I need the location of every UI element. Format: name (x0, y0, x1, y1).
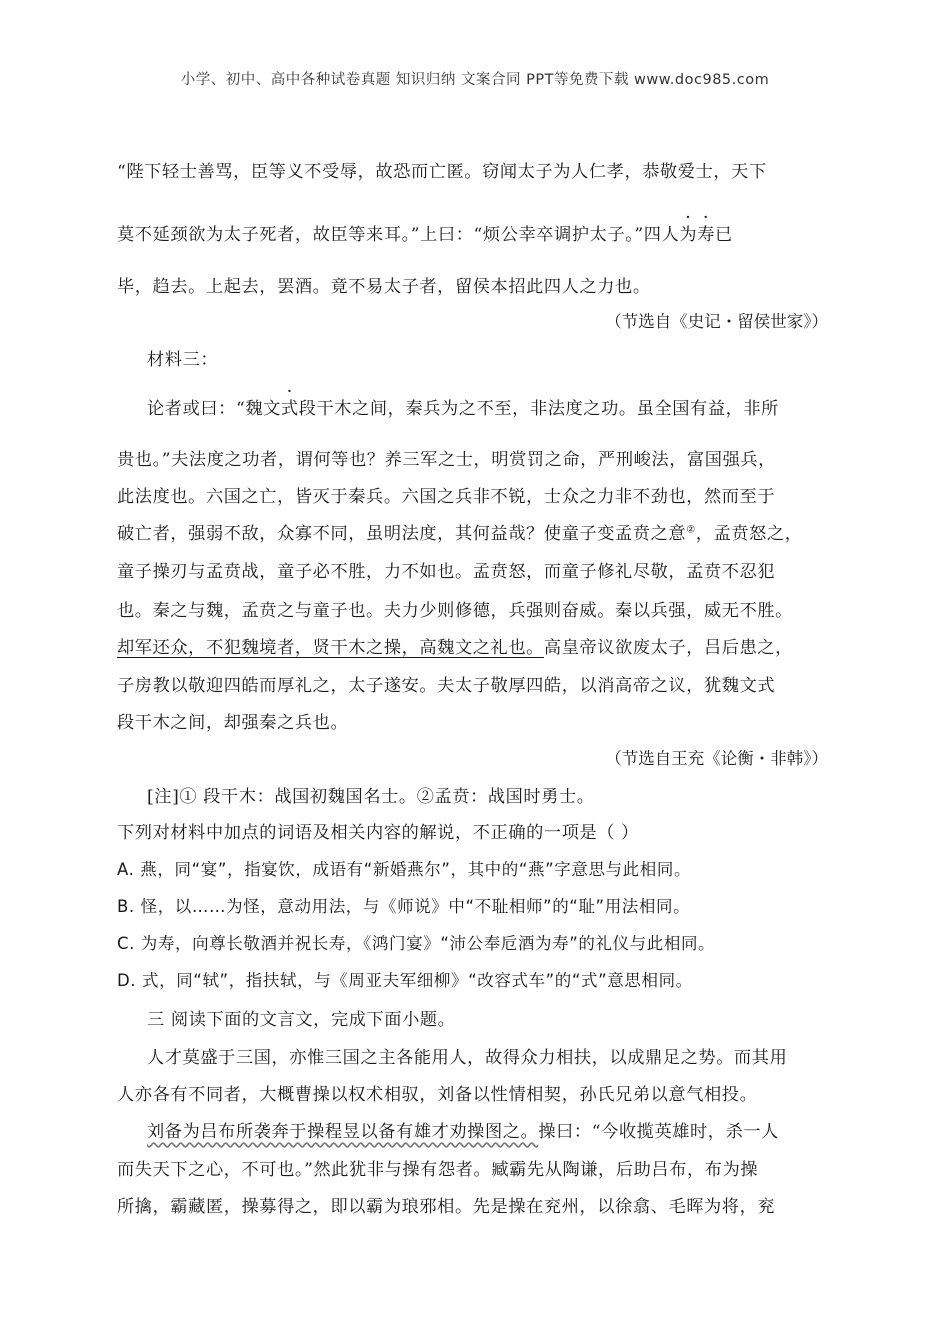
passage-line: 也。秦之与魏，孟贲之与童子也。夫力少则修德，兵强则奋威。秦以兵强，威无不胜。 (117, 601, 793, 621)
passage-line: 却军还众，不犯魏境者，贤干木之操，高魏文之礼也。高皇帝议欲废太子，吕后患之， (117, 638, 793, 658)
passage-line: 毕，趋去。上起去，罢酒。竟不易太子者，留侯本招此四人之力也。 (117, 277, 651, 297)
annotation-note: [注]① 段干木：战国初魏国名士。②孟贲：战国时勇士。 (147, 787, 595, 807)
passage-line: 而失天下之心，不可也。”然此犹非与操有怨者。臧霸先从陶谦，后助吕布，布为操 (117, 1160, 759, 1180)
passage-line: 莫不延颈欲为太子死者，故臣等来耳。”上曰：“烦公幸卒调护太子。”四人为寿已 (117, 225, 733, 245)
passage-line: 人才莫盛于三国，亦惟三国之主各能用人，故得众力相扶，以成鼎足之势。而其用 (147, 1048, 788, 1068)
passage-line: 此法度也。六国之亡，皆灭于秦兵。六国之兵非不锐，士众之力非不劲也，然而至于 (117, 487, 776, 507)
passage-line: 人亦各有不同者，大概曹操以权术相驭，刘备以性情相契，孙氏兄弟以意气相投。 (117, 1085, 758, 1105)
passage-line: 子房教以敬迎四皓而厚礼之，太子遂安。夫太子敬厚四皓，以消高帝之议，犹魏文式 (117, 676, 776, 696)
underlined-sentence: 却军还众，不犯魏境者，贤干木之操，高魏文之礼也。 (117, 638, 544, 658)
passage-line: 刘备为吕布所袭奔于操程昱以备有雄才劝操图之。操曰：“今收揽英雄时，杀一人 (147, 1122, 779, 1142)
passage-line: 童子操刃与孟贲战，童子必不胜，力不如也。孟贲怒，而童子修礼尽敬，孟贲不忍犯 (117, 562, 776, 582)
option-b: B. 怪，以……为怪，意动用法，与《师说》中“不耻相师”的“耻”用法相同。 (117, 897, 691, 916)
passage-line: 论者或曰：“魏文式段干木之间，秦兵为之不至，非法度之功。虽全国有益，非所 (147, 399, 779, 419)
emphasis-dot-char: 为 (679, 225, 698, 245)
page-header: 小学、初中、高中各种试卷真题 知识归纳 文案合同 PPT等免费下载 www.doc985.com (180, 72, 770, 88)
question-stem: 下列对材料中加点的词语及相关内容的解说，不正确的一项是（ ） (117, 823, 639, 843)
material-title: 材料三： (147, 350, 219, 370)
option-d: D. 式，同“轼”，指扶轼，与《周亚夫军细柳》“改容式车”的“式”意思相同。 (117, 971, 693, 990)
source-citation: （节选自《史记・留侯世家》） (605, 312, 828, 331)
passage-line: 段干木之间，却强秦之兵也。 (117, 713, 349, 733)
option-c: C. 为寿，向尊长敬酒并祝长寿，《鸿门宴》“沛公奉卮酒为寿”的礼仪与此相同。 (117, 934, 716, 953)
emphasis-dot-char: 寿 (697, 225, 715, 245)
option-a: A. 燕，同“宴”，指宴饮，成语有“新婚燕尔”，其中的“燕”字意思与此相同。 (117, 860, 692, 879)
wavy-underlined-sentence: 刘备为吕布所袭奔于操程昱以备有雄才劝操图之。 (147, 1122, 539, 1142)
passage-line: 贵也。”夫法度之功者，谓何等也？养三军之士，明赏罚之命，严刑峻法，富国强兵， (117, 450, 776, 470)
passage-line: 所擒，霸藏匿，操募得之，即以霸为琅邪相。先是操在兖州，以徐翕、毛晖为将，兖 (117, 1197, 776, 1217)
section-title: 三 阅读下面的文言文，完成下面小题。 (147, 1010, 456, 1030)
source-citation: （节选自王充《论衡・非韩》） (605, 749, 828, 768)
passage-line: “陛下轻士善骂，臣等义不受辱，故恐而亡匿。窃闻太子为人仁孝，恭敬爱士，天下 (117, 162, 767, 182)
passage-line: 破亡者，强弱不敌，众寡不同，虽明法度，其何益哉？使童子变孟贲之意②，孟贲怒之， (117, 524, 803, 544)
emphasis-dot-char: 式 (280, 399, 299, 419)
